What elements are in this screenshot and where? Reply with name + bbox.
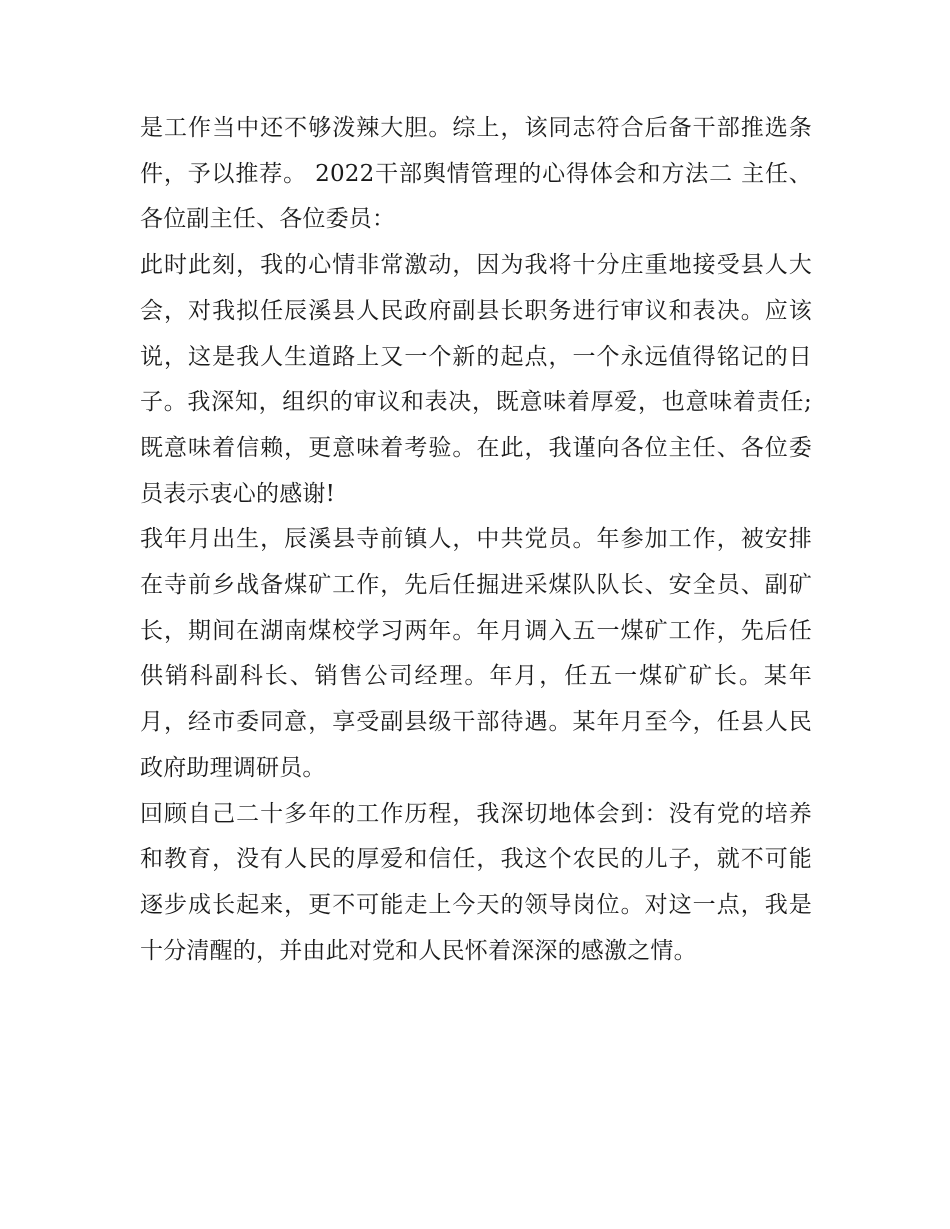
paragraph-1: 是工作当中还不够泼辣大胆。综上，该同志符合后备干部推选条件，予以推荐。 2022干部舆情管理的心得体会和方法二 主任、各位副主任、各位委员： [140, 115, 812, 233]
document-body [140, 106, 812, 974]
paragraph-4: 回顾自己二十多年的工作历程，我深切地体会到：没有党的培养和教育，没有人民的厚爱和信任，我这个农民的儿子，就不可能逐步成长起来，更不可能走上今天的领导岗位。对这一点，我是十分清醒的，并由此对党和人民怀着深深的感激之情。 [140, 800, 812, 964]
paragraph-2: 此时此刻，我的心情非常激动，因为我将十分庄重地接受县人大会，对我拟任辰溪县人民政府副县长职务进行审议和表决。应该说，这是我人生道路上又一个新的起点，一个永远值得铭记的日子。我深知，组织的审议和表决，既意味着厚爱，也意味着责任;既意味着信赖，更意味着考验。在此，我谨向各位主任、各位委员表示衷心的感谢! [140, 252, 812, 507]
paragraph-3: 我年月出生，辰溪县寺前镇人，中共党员。年参加工作，被安排在寺前乡战备煤矿工作，先后任掘进采煤队队长、安全员、副矿长，期间在湖南煤校学习两年。年月调入五一煤矿工作，先后任供销科副科长、销售公司经理。年月，任五一煤矿矿长。某年月，经市委同意，享受副县级干部待遇。某年月至今，任县人民政府助理调研员。 [140, 526, 812, 781]
